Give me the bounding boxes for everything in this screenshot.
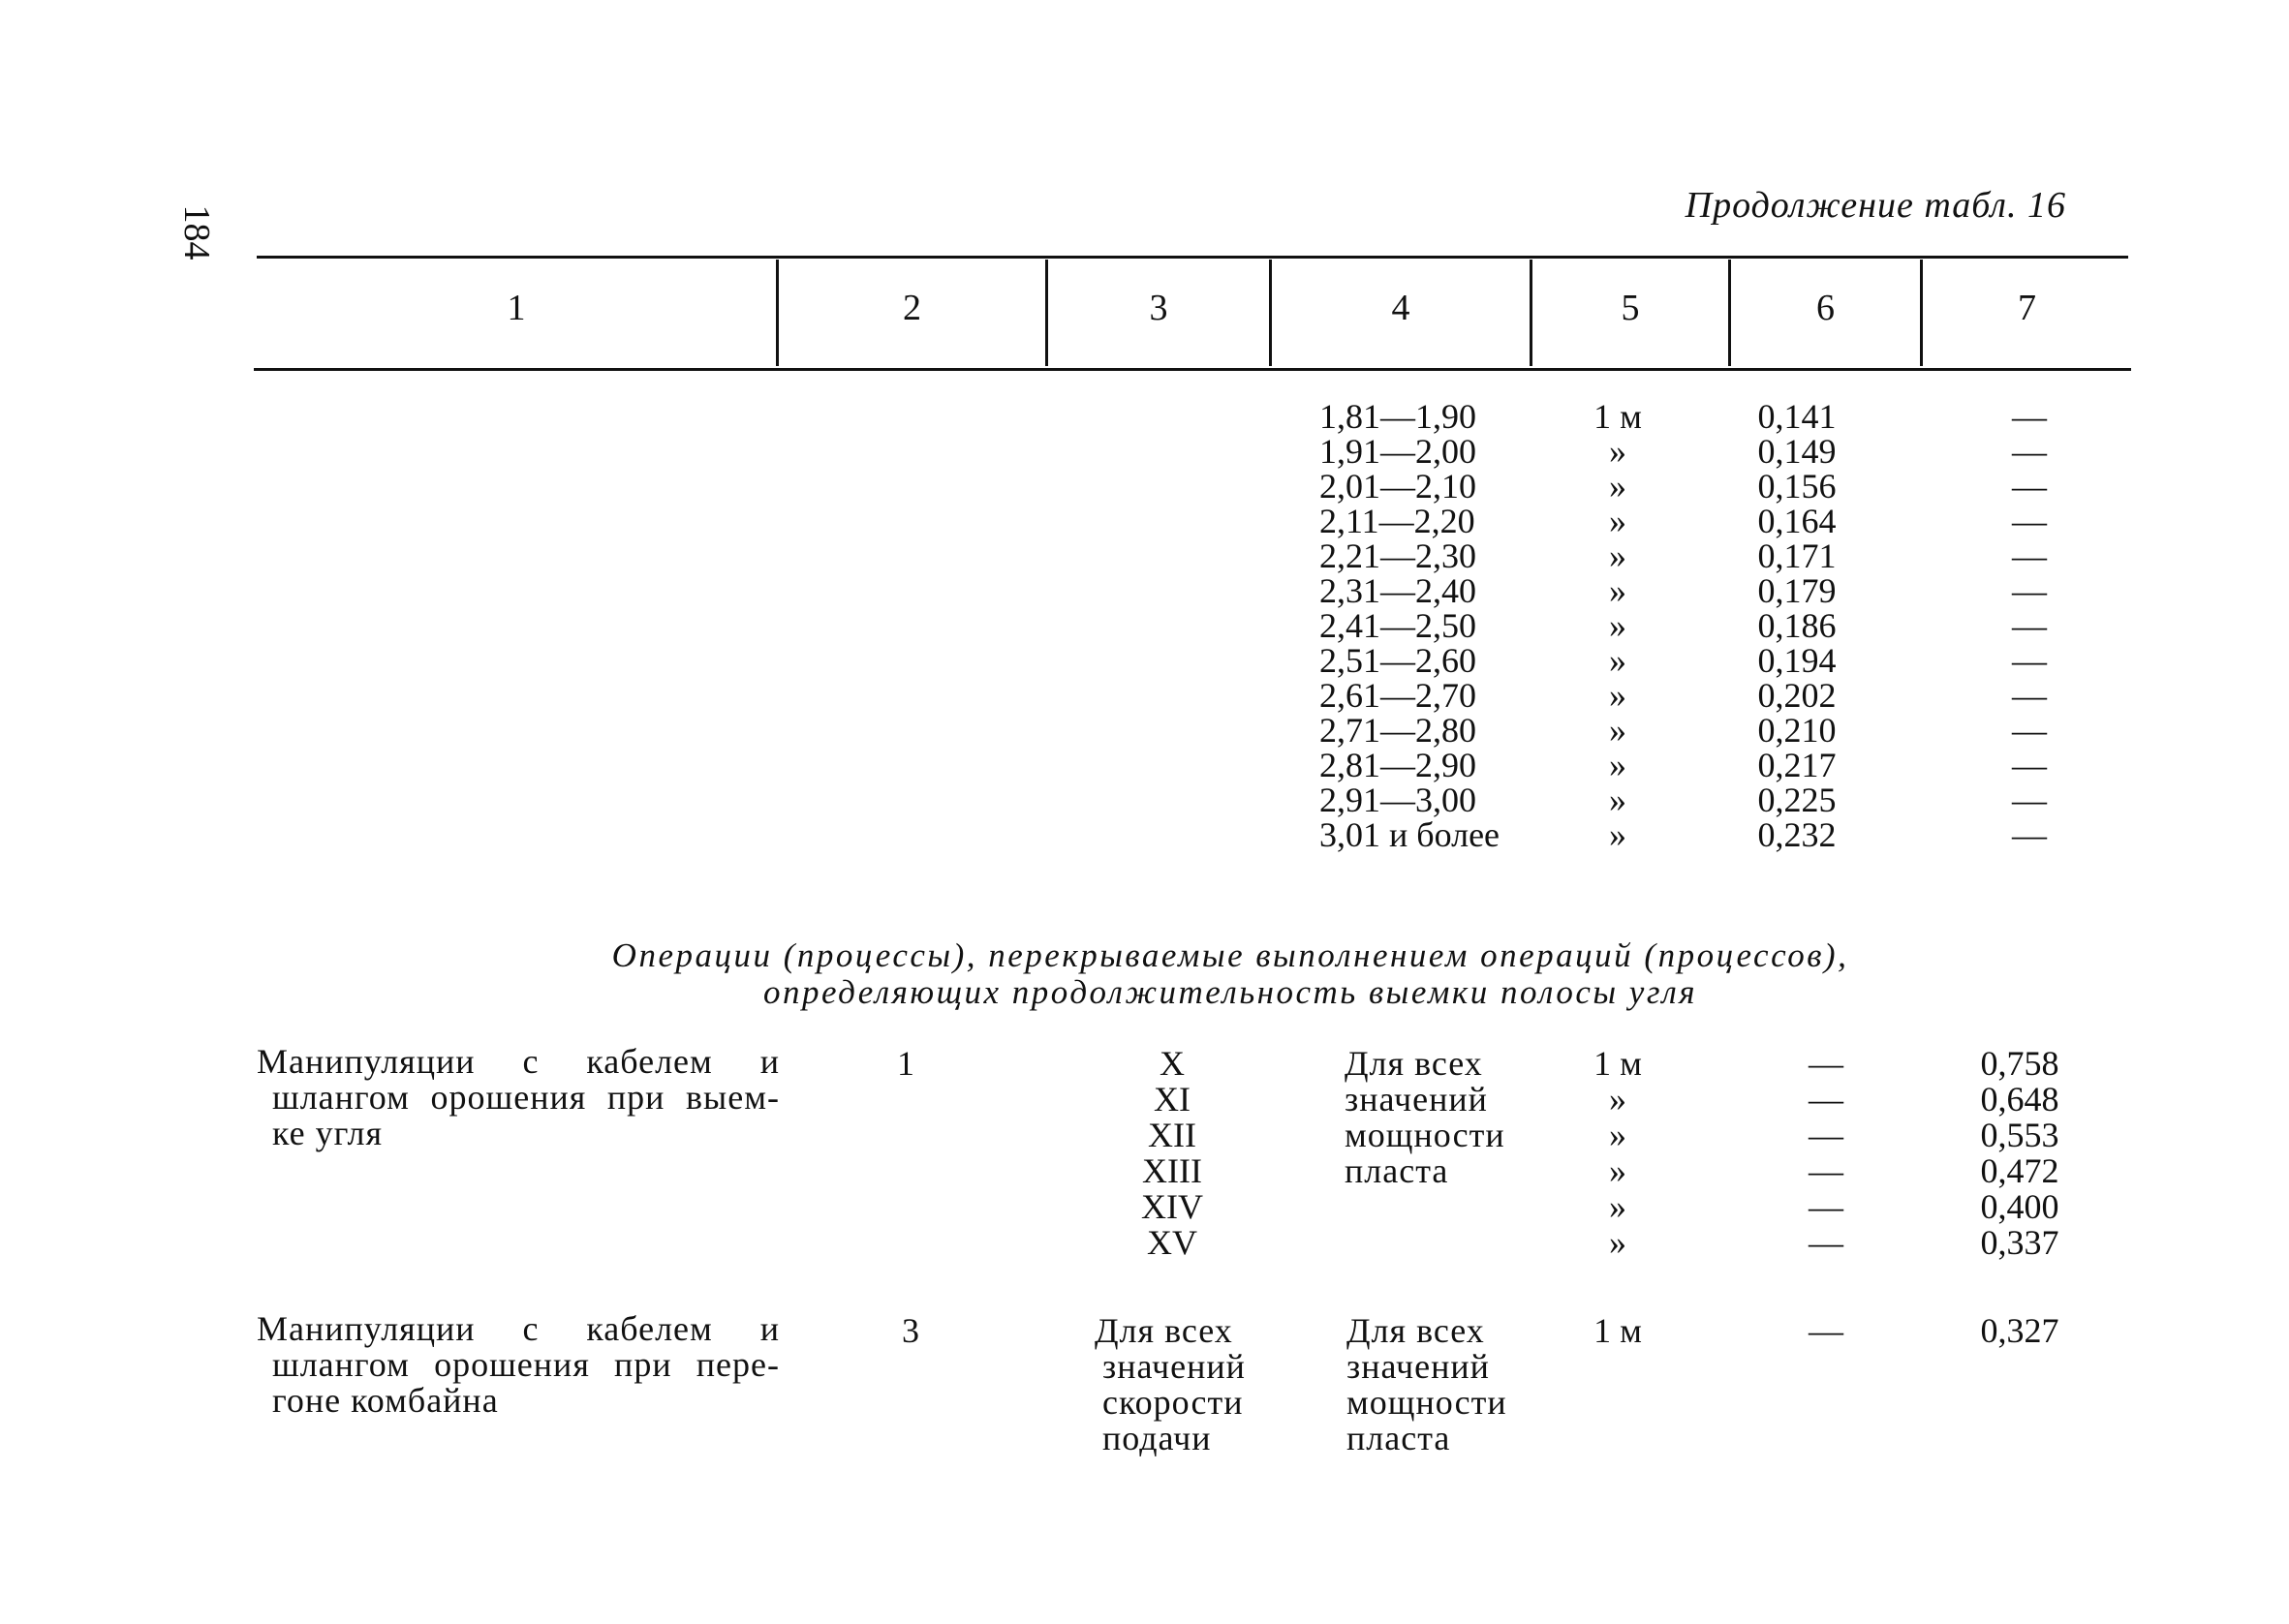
col4-line: значений <box>1345 1080 1488 1118</box>
dash-cell: — <box>1809 1116 1843 1154</box>
roman-numeral: XIII <box>1142 1151 1202 1190</box>
operation-2-col2: 3 <box>902 1311 919 1350</box>
unit-cell: » <box>1609 746 1626 784</box>
unit-cell: » <box>1609 1187 1626 1226</box>
unit-cell: » <box>1609 641 1626 680</box>
operation-2-col3 <box>1095 1313 1246 1456</box>
unit-cell: » <box>1609 571 1626 610</box>
page-number: 184 <box>176 204 217 260</box>
col4-line: мощности <box>1345 1116 1505 1154</box>
operation-2-col6: — <box>1809 1311 1843 1350</box>
unit-cell: » <box>1609 711 1626 750</box>
value-cell: 0,232 <box>1757 815 1837 854</box>
col7-cell: — <box>2012 711 2047 750</box>
section-title-line-1: Операции (процессы), перекрываемые выполнением операций (процессов), <box>611 936 1849 974</box>
value-cell: 0,156 <box>1757 467 1837 506</box>
value-cell: 0,149 <box>1757 432 1837 471</box>
roman-numeral: X <box>1160 1044 1185 1083</box>
operation-1-col4 <box>1345 1046 1505 1189</box>
operation-2-col7: 0,327 <box>1980 1311 2059 1350</box>
col7-cell: — <box>2012 606 2047 645</box>
unit-cell: 1 м <box>1593 397 1642 436</box>
range-cell: 1,81—1,90 <box>1319 397 1476 436</box>
value-cell: 0,186 <box>1757 606 1837 645</box>
column-header-7: 7 <box>2018 288 2036 328</box>
column-header-1: 1 <box>507 288 526 328</box>
col7-cell: — <box>2012 432 2047 471</box>
operation-1-name <box>257 1044 780 1151</box>
column-header-2: 2 <box>903 288 921 328</box>
operation-2-col4 <box>1346 1313 1507 1456</box>
col3-line: значений <box>1102 1347 1246 1386</box>
range-cell: 1,91—2,00 <box>1319 432 1476 471</box>
col4-line: пласта <box>1346 1419 1451 1457</box>
col7-cell: — <box>2012 502 2047 540</box>
value-cell: 0,758 <box>1980 1044 2059 1083</box>
col7-cell: — <box>2012 641 2047 680</box>
value-cell: 0,210 <box>1757 711 1837 750</box>
col3-line: скорости <box>1102 1383 1244 1422</box>
column-header-3: 3 <box>1149 288 1168 328</box>
value-cell: 0,648 <box>1980 1080 2059 1118</box>
col3-line: подачи <box>1102 1419 1212 1457</box>
col4-line: Для всех <box>1346 1311 1485 1350</box>
unit-cell: 1 м <box>1593 1044 1642 1083</box>
unit-cell: » <box>1609 1116 1626 1154</box>
dash-cell: — <box>1809 1151 1843 1190</box>
dash-cell: — <box>1809 1044 1843 1083</box>
unit-cell: » <box>1609 676 1626 715</box>
range-cell: 2,11—2,20 <box>1319 502 1475 540</box>
dash-cell: — <box>1809 1080 1843 1118</box>
unit-cell: » <box>1609 1151 1626 1190</box>
range-cell: 2,01—2,10 <box>1319 467 1476 506</box>
range-cell: 2,81—2,90 <box>1319 746 1476 784</box>
col7-cell: — <box>2012 536 2047 575</box>
operation-1-name-line: ке угля <box>272 1114 384 1152</box>
value-cell: 0,164 <box>1757 502 1837 540</box>
roman-numeral: XIV <box>1141 1187 1203 1226</box>
unit-cell: » <box>1609 467 1626 506</box>
col3-line: Для всех <box>1095 1311 1233 1350</box>
value-cell: 0,553 <box>1980 1116 2059 1154</box>
column-header-6: 6 <box>1816 288 1835 328</box>
col7-cell: — <box>2012 571 2047 610</box>
unit-cell: » <box>1609 536 1626 575</box>
value-cell: 0,179 <box>1757 571 1837 610</box>
operation-2-name-line: гоне комбайна <box>272 1381 499 1420</box>
operation-2-name-line: шлангом орошения при пере- <box>272 1345 780 1384</box>
range-cell: 2,41—2,50 <box>1319 606 1476 645</box>
range-cell: 2,71—2,80 <box>1319 711 1476 750</box>
range-cell: 2,91—3,00 <box>1319 781 1476 819</box>
col7-cell: — <box>2012 781 2047 819</box>
column-header-5: 5 <box>1621 288 1640 328</box>
roman-numeral: XV <box>1147 1223 1197 1262</box>
dash-cell: — <box>1809 1223 1843 1262</box>
header-top-rule <box>257 256 2128 259</box>
value-cell: 0,337 <box>1980 1223 2059 1262</box>
unit-cell: » <box>1609 1223 1626 1262</box>
range-cell: 2,21—2,30 <box>1319 536 1476 575</box>
col7-cell: — <box>2012 467 2047 506</box>
col4-line: пласта <box>1345 1151 1449 1190</box>
operation-1-col2: 1 <box>897 1044 914 1083</box>
range-cell: 3,01 и более <box>1319 815 1500 854</box>
header-bottom-rule <box>254 368 2131 371</box>
unit-cell: » <box>1609 1080 1626 1118</box>
unit-cell: » <box>1609 781 1626 819</box>
range-cell: 2,31—2,40 <box>1319 571 1476 610</box>
col4-line: мощности <box>1346 1383 1507 1422</box>
value-cell: 0,225 <box>1757 781 1837 819</box>
col4-line: значений <box>1346 1347 1490 1386</box>
col7-cell: — <box>2012 397 2047 436</box>
value-cell: 0,202 <box>1757 676 1837 715</box>
value-cell: 0,194 <box>1757 641 1837 680</box>
value-cell: 0,141 <box>1757 397 1837 436</box>
col4-line: Для всех <box>1345 1044 1483 1083</box>
operation-1-name-line: Манипуляции с кабелем и <box>257 1042 780 1081</box>
col7-cell: — <box>2012 746 2047 784</box>
value-cell: 0,171 <box>1757 536 1837 575</box>
dash-cell: — <box>1809 1187 1843 1226</box>
range-cell: 2,51—2,60 <box>1319 641 1476 680</box>
value-cell: 0,472 <box>1980 1151 2059 1190</box>
column-header-4: 4 <box>1391 288 1410 328</box>
unit-cell: » <box>1609 502 1626 540</box>
unit-cell: » <box>1609 606 1626 645</box>
table-caption: Продолжение табл. 16 <box>1685 185 2066 226</box>
range-cell: 2,61—2,70 <box>1319 676 1476 715</box>
value-cell: 0,217 <box>1757 746 1837 784</box>
operation-2-col5: 1 м <box>1593 1311 1642 1350</box>
roman-numeral: XI <box>1154 1080 1191 1118</box>
col7-cell: — <box>2012 676 2047 715</box>
value-cell: 0,400 <box>1980 1187 2059 1226</box>
operation-2-name <box>257 1311 780 1419</box>
roman-numeral: XII <box>1148 1116 1196 1154</box>
section-title-line-2: определяющих продолжительность выемки полосы угля <box>762 973 1698 1011</box>
operation-2-name-line: Манипуляции с кабелем и <box>257 1309 780 1348</box>
col7-cell: — <box>2012 815 2047 854</box>
unit-cell: » <box>1609 815 1626 854</box>
unit-cell: » <box>1609 432 1626 471</box>
operation-1-name-line: шлангом орошения при выем- <box>272 1078 780 1117</box>
